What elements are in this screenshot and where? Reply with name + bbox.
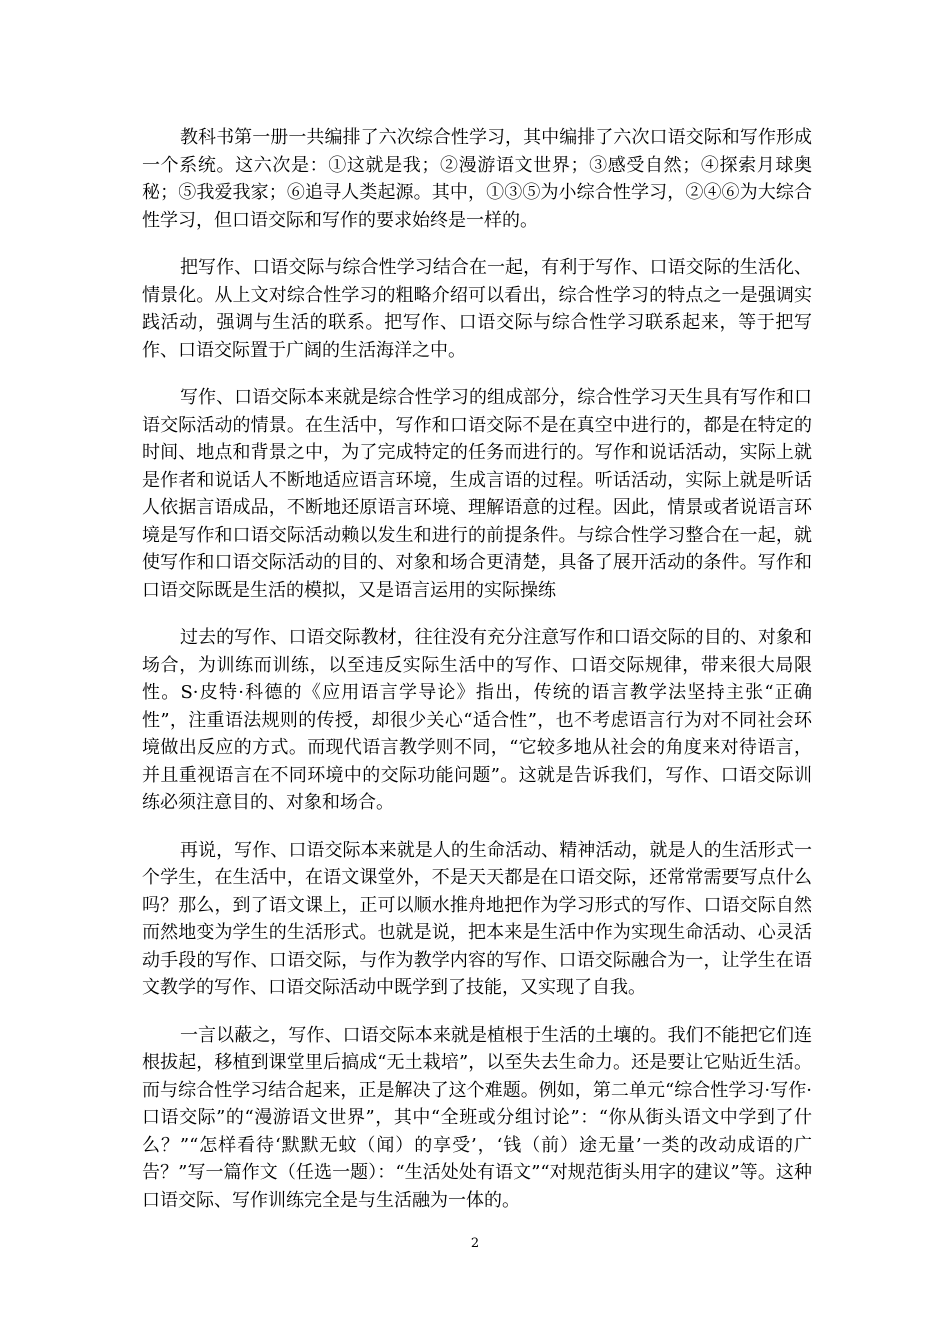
page-number: 2	[470, 1236, 480, 1251]
paragraph-2: 把写作、口语交际与综合性学习结合在一起，有利于写作、口语交际的生活化、情景化。从上文对综合性学习的粗略介绍可以看出，综合性学习的特点之一是强调实践活动，强调与生活的联系。把写作、口语交际与综合性学习联系起来，等于把写作、口语交际置于广阔的生活海洋之中。	[142, 257, 812, 361]
paragraph-4: 过去的写作、口语交际教材，往往没有充分注意写作和口语交际的目的、对象和场合，为训练而训练，以至违反实际生活中的写作、口语交际规律，带来很大局限性。S·皮特·科德的《应用语言学导论》指出，传统的语言教学法坚持主张“正确性”，注重语法规则的传授，却很少关心“适合性”，也不考虑语言行为对不同社会环境做出反应的方式。而现代语言教学则不同，“它较多地从社会的角度来对待语言，并且重视语言在不同环境中的交际功能问题”。这就是告诉我们，写作、口语交际训练必须注意目的、对象和场合。	[142, 627, 812, 813]
paragraph-5: 再说，写作、口语交际本来就是人的生命活动、精神活动，就是人的生活形式一个学生，在生活中，在语文课堂外，不是天天都是在口语交际，还常常需要写点什么吗？那么，到了语文课上，正可以顺水推舟地把作为学习形式的写作、口语交际自然而然地变为学生的生活形式。也就是说，把本来是生活中作为实现生命活动、心灵活动手段的写作、口语交际，与作为教学内容的写作、口语交际融合为一，让学生在语文教学的写作、口语交际活动中既学到了技能，又实现了自我。	[142, 839, 812, 998]
paragraph-3: 写作、口语交际本来就是综合性学习的组成部分，综合性学习天生具有写作和口语交际活动的情景。在生活中，写作和口语交际不是在真空中进行的，都是在特定的时间、地点和背景之中，为了完成特定的任务而进行的。写作和说话活动，实际上就是作者和说话人不断地适应语言环境，生成言语的过程。听话活动，实际上就是听话人依据言语成品，不断地还原语言环境、理解语意的过程。因此，情景或者说语言环境是写作和口语交际活动赖以发生和进行的前提条件。与综合性学习整合在一起，就使写作和口语交际活动的目的、对象和场合更清楚，具备了展开活动的条件。写作和口语交际既是生活的模拟，又是语言运用的实际操练	[142, 387, 812, 601]
paragraph-1: 教科书第一册一共编排了六次综合性学习，其中编排了六次口语交际和写作形成一个系统。这六次是：①这就是我；②漫游语文世界；③感受自然；④探索月球奥秘；⑤我爱我家；⑥追寻人类起源。其中，①③⑤为小综合性学习，②④⑥为大综合性学习，但口语交际和写作的要求始终是一样的。	[142, 127, 812, 231]
paragraph-6: 一言以蔽之，写作、口语交际本来就是植根于生活的土壤的。我们不能把它们连根拔起，移植到课堂里后搞成“无土栽培”，以至失去生命力。还是要让它贴近生活。而与综合性学习结合起来，正是解决了这个难题。例如，第二单元“综合性学习·写作·口语交际”的“漫游语文世界”，其中“全班或分组讨论”：“你从街头语文中学到了什么？”“怎样看待‘默默无蚊（闻）的享受’，‘钱（前）途无量’一类的改动成语的广告？”写一篇作文（任选一题）：“生活处处有语文”“对规范街头用字的建议”等。这种口语交际、写作训练完全是与生活融为一体的。	[142, 1024, 812, 1211]
document-body	[142, 124, 812, 1234]
